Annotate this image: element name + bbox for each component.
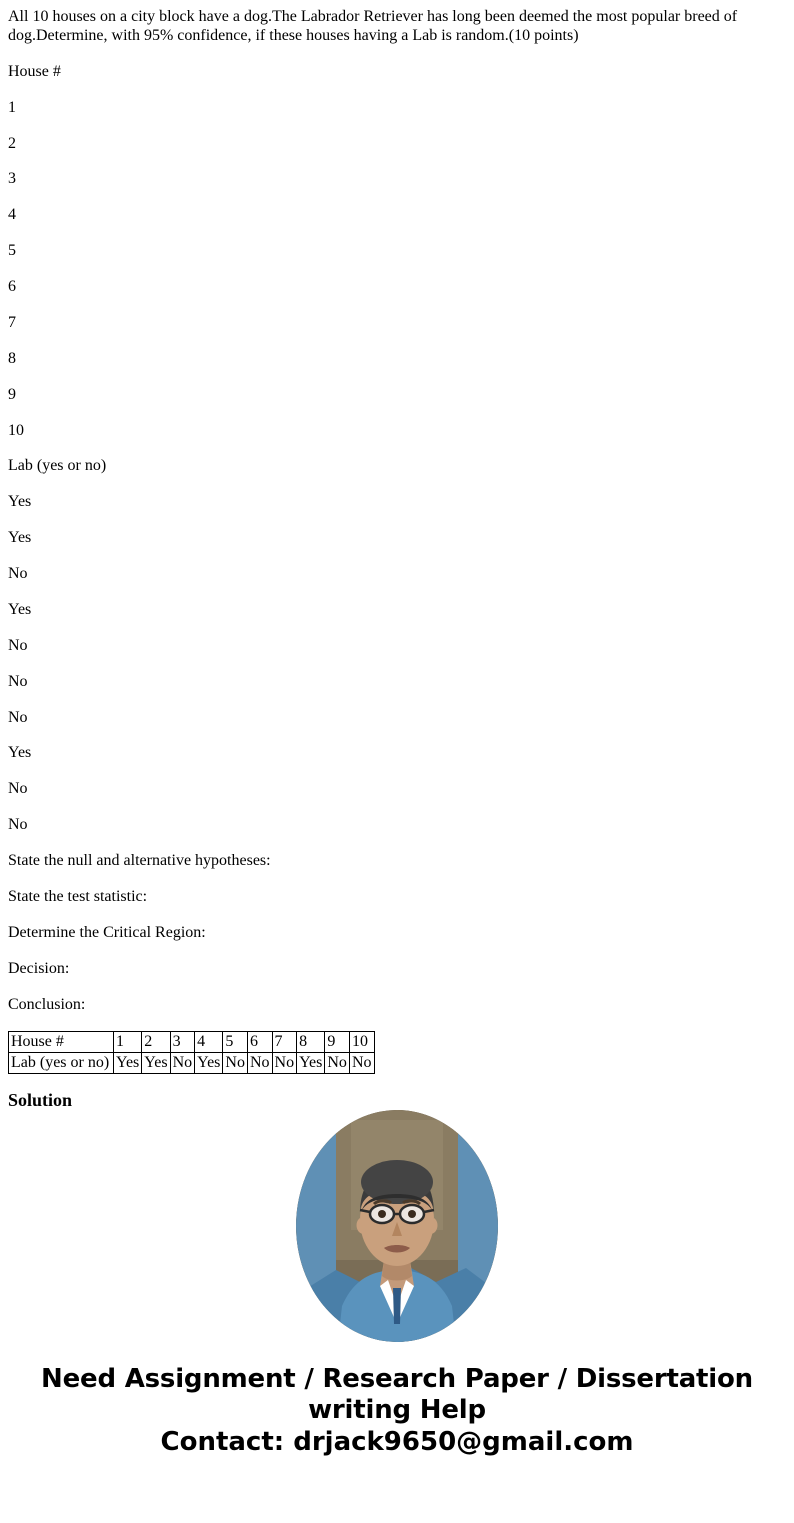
prompt-critical-region: Determine the Critical Region: [8, 923, 206, 941]
table-row [9, 1053, 375, 1074]
house-number: 1 [8, 98, 16, 116]
table-cell-house: 7 [272, 1032, 297, 1053]
avatar-photo [296, 1110, 498, 1342]
prompt-test-statistic: State the test statistic: [8, 887, 148, 905]
table-cell-house: 1 [114, 1032, 142, 1053]
promo-headline-line1: Need Assignment / Research Paper / Dissertation [41, 1364, 753, 1394]
house-label: House # [8, 62, 61, 80]
question-intro: All 10 houses on a city block have a dog.The Labrador Retriever has long been deemed the most popular breed of dog.Determine, with 95% confidence, if these houses having a Lab is random.(10 points) [8, 8, 738, 44]
lab-value: No [8, 672, 28, 690]
table-cell-lab: No [349, 1053, 374, 1074]
table-row-header-house: House # [9, 1032, 114, 1053]
lab-value: Yes [8, 600, 32, 618]
lab-value: Yes [8, 744, 32, 762]
table-cell-lab: No [223, 1053, 248, 1074]
lab-value: Yes [8, 529, 32, 547]
table-cell-house: 4 [195, 1032, 223, 1053]
promo-banner [0, 1110, 794, 1458]
table-cell-lab: No [170, 1053, 195, 1074]
lab-value: No [8, 708, 28, 726]
table-cell-lab: Yes [195, 1053, 223, 1074]
table-cell-house: 8 [297, 1032, 325, 1053]
lab-value: Yes [8, 493, 32, 511]
table-cell-house: 5 [223, 1032, 248, 1053]
lab-value: No [8, 780, 28, 798]
solution-heading: Solution [8, 1090, 73, 1111]
table-cell-house: 3 [170, 1032, 195, 1053]
promo-contact: Contact: drjack9650@gmail.com [160, 1427, 634, 1458]
lab-label: Lab (yes or no) [8, 457, 107, 475]
table-cell-lab: No [325, 1053, 350, 1074]
prompt-decision: Decision: [8, 959, 70, 977]
house-number: 8 [8, 349, 16, 367]
table-cell-house: 9 [325, 1032, 350, 1053]
table-cell-lab: No [247, 1053, 272, 1074]
table-row-header-lab: Lab (yes or no) [9, 1053, 114, 1074]
house-number: 3 [8, 170, 16, 188]
house-number: 9 [8, 385, 16, 403]
table-cell-house: 2 [142, 1032, 170, 1053]
table-cell-lab: No [272, 1053, 297, 1074]
prompt-conclusion: Conclusion: [8, 995, 86, 1013]
table-row [9, 1032, 375, 1053]
table-cell-lab: Yes [297, 1053, 325, 1074]
house-number: 4 [8, 206, 16, 224]
table-cell-house: 6 [247, 1032, 272, 1053]
table-cell-lab: Yes [142, 1053, 170, 1074]
house-number: 6 [8, 278, 16, 295]
house-number: 5 [8, 242, 16, 260]
lab-value: No [8, 816, 28, 834]
house-number: 7 [8, 313, 16, 331]
avatar [296, 1110, 498, 1342]
table-cell-house: 10 [349, 1032, 374, 1053]
house-number: 10 [8, 421, 24, 439]
table-cell-lab: Yes [114, 1053, 142, 1074]
lab-value: No [8, 565, 28, 582]
promo-headline-line2: writing Help [308, 1394, 486, 1425]
prompt-hypotheses: State the null and alternative hypotheses: [8, 852, 271, 869]
promo-headline [0, 1364, 794, 1425]
house-lab-table [8, 1031, 375, 1074]
house-number: 2 [8, 134, 16, 152]
lab-value: No [8, 636, 28, 654]
